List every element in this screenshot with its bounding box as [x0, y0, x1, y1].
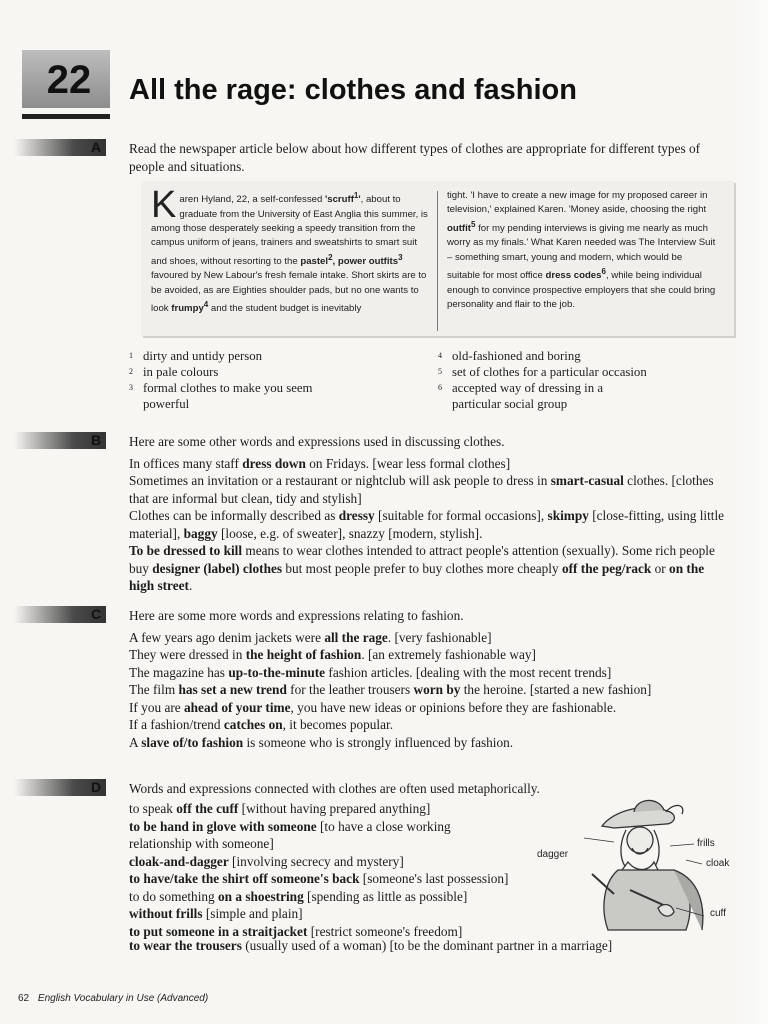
article-dropcap: K [151, 184, 177, 226]
section-a-letter: A [91, 139, 102, 155]
glossary-item: 4 old-fashioned and boring [438, 349, 581, 363]
page-edge [738, 0, 768, 1024]
section-b-line: To be dressed to kill means to wear clothes intended to attract people's attention (sexually). Some rich people buy designer (label) clothes but most people prefer to buy clothes more cheaply off the peg/rack or on the high street. [129, 543, 715, 593]
article-right-text: tight. 'I have to create a new image for my proposed career in television,' explained Karen. 'Money aside, choosing the right outfit$^5$ for my pending interviews is giving me nearly as much worry as my finals.' What Karen needed was The Interview Suit – something smart, young and modern, which would be suitable for most office dress codes$^6$, while being individual enough to convince prospective employers that she could bring personality and flair to the job. [447, 190, 716, 311]
section-a-intro-text: Read the newspaper article below about how different types of clothes are appropriate for different types of people and situations. [129, 141, 701, 174]
illustration-label-cloak: cloak [706, 858, 730, 869]
section-d-letter: D [91, 779, 102, 795]
section-d-line: without frills [simple and plain] [129, 906, 303, 921]
section-b-line: Clothes can be informally described as dressy [suitable for formal occasions], skimpy [close-fitting, using little material], baggy [loose, e.g. of sweater], snazzy [modern, stylish]. [129, 508, 725, 541]
column-divider [437, 191, 438, 331]
section-d-last-line [129, 937, 739, 955]
book-title: English Vocabulary in Use (Advanced) [37, 993, 209, 1004]
illustration-label-frills: frills [697, 838, 715, 849]
section-c-line: A few years ago denim jackets were all the rage. [very fashionable] [129, 629, 492, 645]
section-d-body [129, 800, 579, 940]
page-footer [18, 993, 208, 1004]
article-left-column [151, 184, 431, 317]
glossary-item: 2 in pale colours [129, 365, 219, 379]
illustration-label-dagger: dagger [537, 849, 569, 860]
section-c-line: The magazine has up-to-the-minute fashion articles. [dealing with the most recent trends] [129, 664, 612, 680]
section-c-intro: Here are some more words and expressions relating to fashion. [129, 608, 464, 623]
section-b-letter: B [91, 432, 102, 448]
glossary-item: 5 set of clothes for a particular occasion [438, 365, 647, 379]
section-d-line: to be hand in glove with someone [to have a close working relationship with someone] [129, 818, 451, 851]
unit-underline [22, 114, 110, 119]
glossary-left [129, 348, 409, 412]
newspaper-article [141, 181, 734, 336]
article-right-column [447, 189, 717, 313]
unit-title: All the rage: clothes and fashion [129, 74, 577, 106]
section-c-line: A slave of/to fashion is someone who is strongly influenced by fashion. [129, 734, 514, 750]
section-d-intro-text: Words and expressions connected with clothes are often used metaphorically. [129, 781, 540, 796]
section-d-line: to do something on a shoestring [spending as little as possible] [129, 888, 468, 904]
section-d-line: to wear the trousers (usually used of a woman) [to be the dominant partner in a marriage] [129, 938, 613, 953]
unit-number: 22 [46, 58, 92, 102]
section-c-line: If you are ahead of your time, you have new ideas or opinions before they are fashionable. [129, 699, 617, 715]
section-c-line: They were dressed in the height of fashion. [an extremely fashionable way] [129, 647, 536, 662]
glossary-item: 1 dirty and untidy person [129, 349, 263, 363]
section-c-body [129, 607, 727, 751]
glossary-right [438, 348, 708, 412]
article-left-text: aren Hyland, 22, a self-confessed 'scruff$^1$', about to graduate from the University of East Anglia this summer, is among those desperately seeking a speedy transition from the campus uniform of jeans, trainers and sweatshirts to smart suit and shoes, without resorting to the pastel$^2$, power outfits$^3$ favoured by New Labour's fresh female intake. Short skirts are to be avoided, as are Eighties shoulder pads, but no one wants to look frumpy$^4$ and the student budget is inevitably [151, 191, 428, 315]
section-d-line: to put someone in a straitjacket [restrict someone's freedom] [129, 923, 463, 939]
section-c-line: If a fashion/trend catches on, it becomes popular. [129, 717, 394, 732]
section-c-letter: C [91, 606, 102, 622]
section-d-line: cloak-and-dagger [involving secrecy and mystery] [129, 853, 404, 869]
page-number: 62 [18, 993, 30, 1004]
section-b-intro: Here are some other words and expressions used in discussing clothes. [129, 434, 505, 449]
section-b-line: Sometimes an invitation or a restaurant or nightclub will ask people to dress in smart-casual clothes. [clothes that are informal but clean, tidy and stylish] [129, 473, 714, 506]
section-d-line: to have/take the shirt off someone's back [someone's last possession] [129, 871, 509, 886]
illustration-label-cuff: cuff [710, 908, 726, 919]
section-a-intro [129, 140, 729, 175]
section-c-line: The film has set a new trend for the leather trousers worn by the heroine. [started a new fashion] [129, 682, 652, 697]
unit-number-badge [22, 50, 110, 108]
section-b-line: In offices many staff dress down on Fridays. [wear less formal clothes] [129, 455, 511, 471]
glossary-item: 6 accepted way of dressing in a particular social group [438, 381, 604, 411]
section-b-body [129, 433, 727, 595]
glossary-item: 3 formal clothes to make you seem powerful [129, 381, 313, 411]
section-d-line: to speak off the cuff [without having prepared anything] [129, 801, 431, 816]
